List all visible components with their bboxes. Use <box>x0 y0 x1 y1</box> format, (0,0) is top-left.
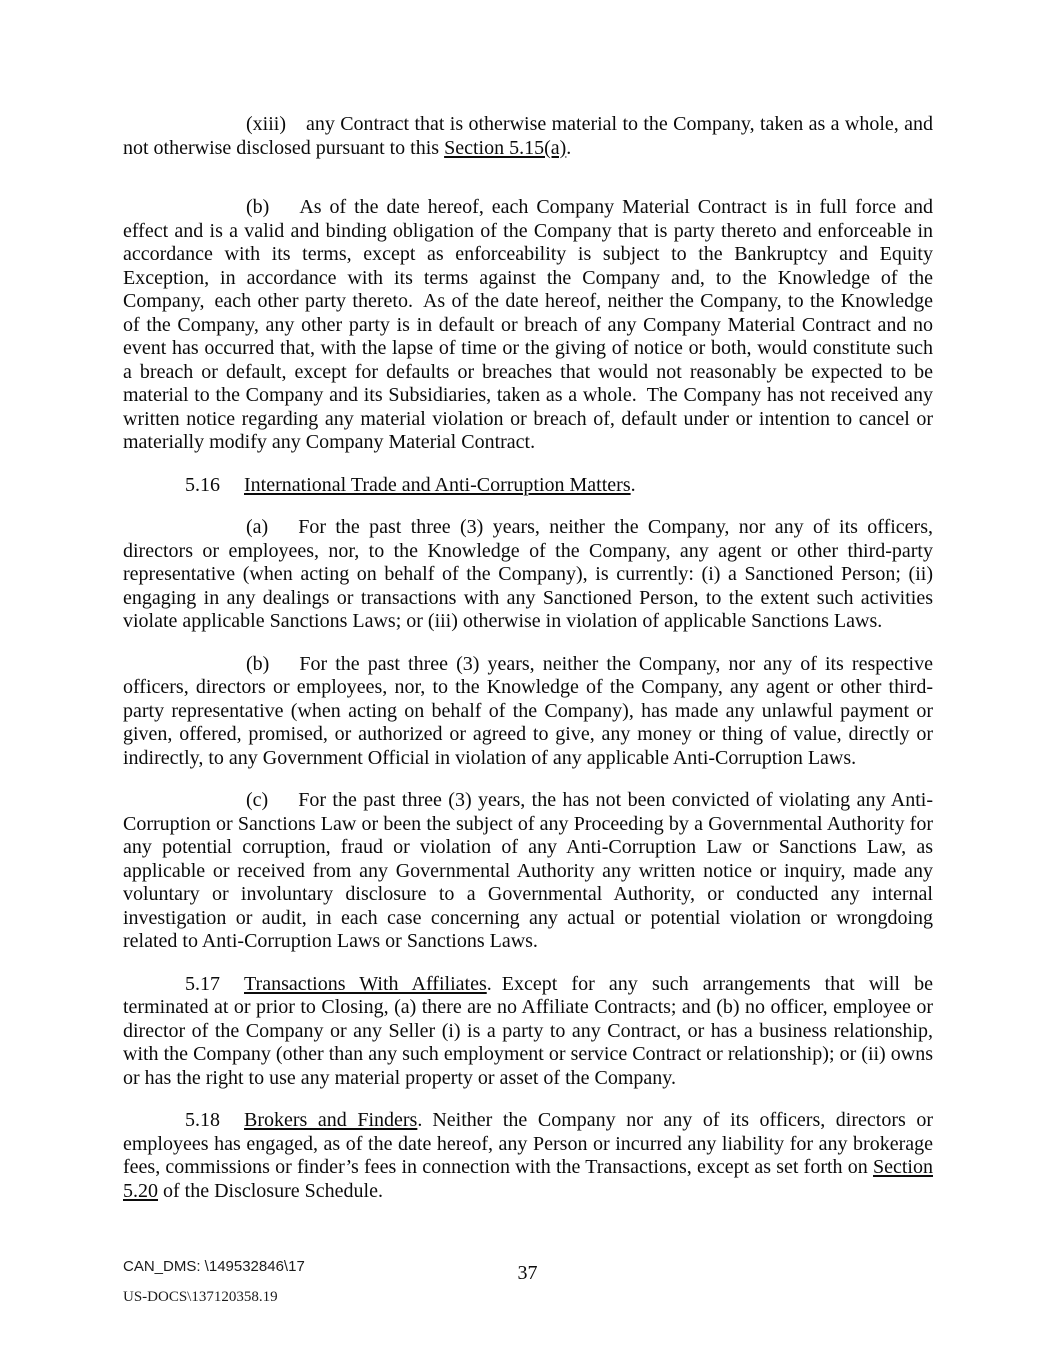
text-run: 5.16 <box>185 473 245 496</box>
paragraph-5-15-b <box>123 196 933 455</box>
underlined-reference: Section 5.20 <box>123 1156 933 1202</box>
text-run: of the Disclosure Schedule. <box>158 1179 383 1202</box>
underlined-reference: Brokers and Finders <box>244 1109 418 1131</box>
paragraph-5-16-b <box>123 653 933 771</box>
text-run: (a) For the past three (3) years, neither the Company, nor any of its officers, directors or employees, nor, to the Knowledge of the Company, any agent or other third-party representative (when acting on behalf of the Company), is currently: (i) a Sanctioned Person; (ii) engaging in any dealings or transactions with any Sanctioned Person, to the extent such activities violate applicable Sanctions Laws; or (iii) otherwise in violation of applicable Sanctions Laws. <box>123 516 933 632</box>
page-number: 37 <box>517 1262 538 1284</box>
text-run: . Neither the Company nor any of its officers, directors or employees has engaged, as of the date hereof, any Person or incurred any liability for any brokerage fees, commissions or finder’s fees in connection with the Transactions, except as set forth on <box>123 1109 933 1178</box>
clause-xiii <box>123 113 933 160</box>
text-run: . Except for any such arrangements that will be terminated at or prior to Closing, (a) there are no Affiliate Contracts; and (b) no officer, employee or director of the Company or any Seller (i) is a party to any Contract, or has a business relationship, with the Company (other than any such employment or service Contract or relationship); or (ii) owns or has the right to use any material property or asset of the Company. <box>123 972 934 1089</box>
text-run: (xiii) any Contract that is otherwise material to the Company, taken as a whole, and not otherwise disclosed pursuant to this <box>123 113 933 159</box>
paragraph-5-16-a <box>123 516 933 634</box>
text-run: 5.18 <box>185 1109 245 1131</box>
footer-doc-id-primary: CAN_DMS: \149532846\17 <box>123 1258 305 1275</box>
document-body <box>123 113 933 1222</box>
text-run: (c) For the past three (3) years, the has not been convicted of violating any Anti-Corruption or Sanctions Law or been the subject of any Proceeding by a Governmental Authority for any potential corruption, fraud or violation of any Anti-Corruption Law or Sanctions Law, as applicable or received from any Governmental Authority any written notice or inquiry, made any voluntary or involuntary disclosure to a Governmental Authority, or conducted any internal investigation or audit, in each case concerning any actual or potential violation or wrongdoing related to Anti-Corruption Laws or Sanctions Laws. <box>123 789 933 952</box>
text-run: 5.17 <box>185 972 245 995</box>
underlined-reference: Transactions With Affiliates <box>244 972 487 995</box>
text-run: . <box>566 136 572 159</box>
footer-doc-id-secondary: US-DOCS\137120358.19 <box>123 1289 278 1305</box>
paragraph-5-17 <box>123 973 933 1091</box>
text-run: . <box>630 473 636 496</box>
text-run: (b) As of the date hereof, each Company Material Contract is in full force and effect and is a valid and binding obligation of the Company that is party thereto and enforceable in accordance with its terms, except as enforceability is subject to the Bankruptcy and Equity Exception, in accordance with its terms against the Company and, to the Knowledge of the Company, each other party thereto. As of the date hereof, neither the Company, to the Knowledge of the Company, any other party is in default or breach of any Company Material Contract and no event has occurred that, with the lapse of time or the giving of notice or both, would constitute such a breach or default, except for defaults or breaches that would not reasonably be expected to be material to the Company and its Subsidiaries, taken as a whole. The Company has not received any written notice regarding any material violation or breach of, default under or intention to cancel or materially modify any Company Material Contract. <box>123 196 933 453</box>
paragraph-5-18 <box>123 1109 933 1203</box>
paragraph-5-16-c <box>123 789 933 954</box>
heading-5-16 <box>123 474 933 498</box>
underlined-reference: International Trade and Anti-Corruption Matters <box>244 473 631 496</box>
underlined-reference: Section 5.15(a) <box>444 136 567 159</box>
text-run: (b) For the past three (3) years, neither the Company, nor any of its respective officers, directors or employees, nor, to the Knowledge of the Company, any agent or other third-party representative (when acting on behalf of the Company), has made any unlawful payment or given, offered, promised, or authorized or agreed to give, any money or thing of value, directly or indirectly, to any Government Official in violation of any applicable Anti-Corruption Laws. <box>123 652 933 769</box>
